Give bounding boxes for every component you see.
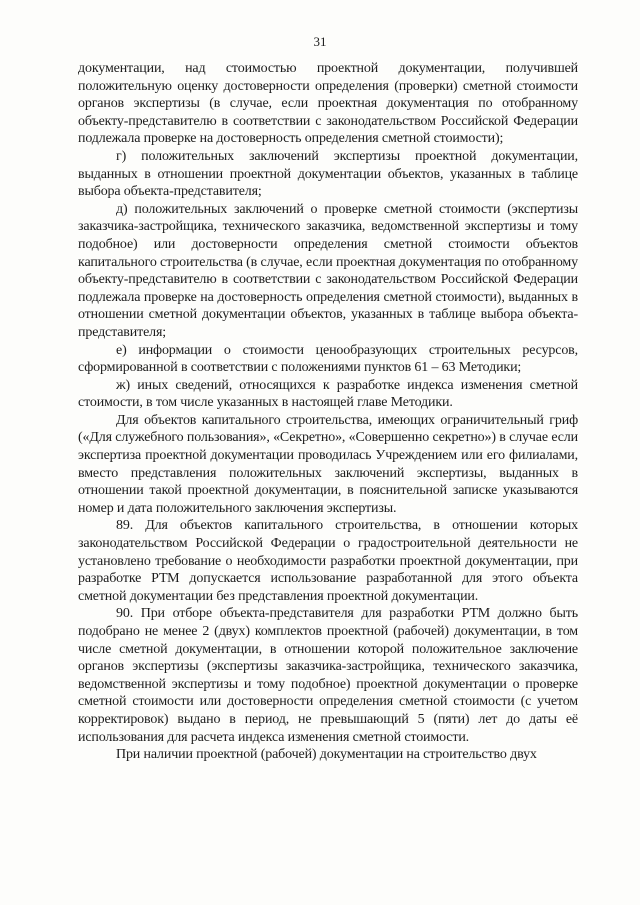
paragraph-continuation: документации, над стоимостью проектной документации, получившей положительную оценку достоверности определения (проверки) сметной стоимости органов экспертизы (в случае, если проектная документация по отобранному объекту-представителю в соответствии с законодательством Российской Федерации подлежала проверке на достоверность определения сметной стоимости); <box>78 61 578 147</box>
paragraph-item-g: г) положительных заключений экспертизы проектной документации, выданных в отношении проектной документации объектов, указанных в таблице выбора объекта-представителя; <box>78 148 578 200</box>
paragraph-restricted-objects: Для объектов капитального строительства, имеющих ограничительный гриф («Для служебного пользования», «Секретно», «Совершенно секретно») в случае если экспертиза проектной документации проводилась Учреждением или его филиалами, вместо представления положительных заключений экспертизы, выданных в отношении такой проектной документации, в пояснительной записке указываются номер и дата положительного заключения экспертизы. <box>78 412 578 516</box>
paragraph-item-e: е) информации о стоимости ценообразующих строительных ресурсов, сформированной в соответствии с положениями пунктов 61 – 63 Методики; <box>78 342 578 376</box>
paragraph-clause-90: 90. При отборе объекта-представителя для разработки РТМ должно быть подобрано не менее 2 (двух) комплектов проектной (рабочей) документации, в том числе сметной документации, в отношении которой положительное заключение органов экспертизы (экспертизы заказчика-застройщика, технического заказчика, ведомственной экспертизы и тому подобное) проектной документации о проверке сметной стоимости или достоверности определения сметной стоимости (с учетом корректировок) выдано в период, не превышающий 5 (пяти) лет до даты её использования для расчета индекса изменения сметной стоимости. <box>78 606 578 745</box>
paragraph-last-line: При наличии проектной (рабочей) документации на строительство двух <box>116 747 537 763</box>
paragraph-clause-89: 89. Для объектов капитального строительства, в отношении которых законодательством Российской Федерации о градостроительной деятельности не установлено требование о необходимости разработки проектной документации, при разработке РТМ допускается использование разработанной для этого объекта сметной документации без представления проектной документации. <box>78 518 578 604</box>
document-body <box>78 60 578 764</box>
page-number: 31 <box>313 34 327 49</box>
paragraph-item-zh: ж) иных сведений, относящихся к разработке индекса изменения сметной стоимости, в том числе указанных в настоящей главе Методики. <box>78 377 578 411</box>
paragraph-item-d: д) положительных заключений о проверке сметной стоимости (экспертизы заказчика-застройщика, технического заказчика, ведомственной экспертизы и тому подобное) или достоверности определения сметной стоимости объектов капитального строительства (в случае, если проектная документация по отобранному объекту-представителю в соответствии с законодательством Российской Федерации подлежала проверке на достоверность определения сметной стоимости), выданных в отношении сметной документации объектов, указанных в таблице выбора объекта-представителя; <box>78 201 578 340</box>
